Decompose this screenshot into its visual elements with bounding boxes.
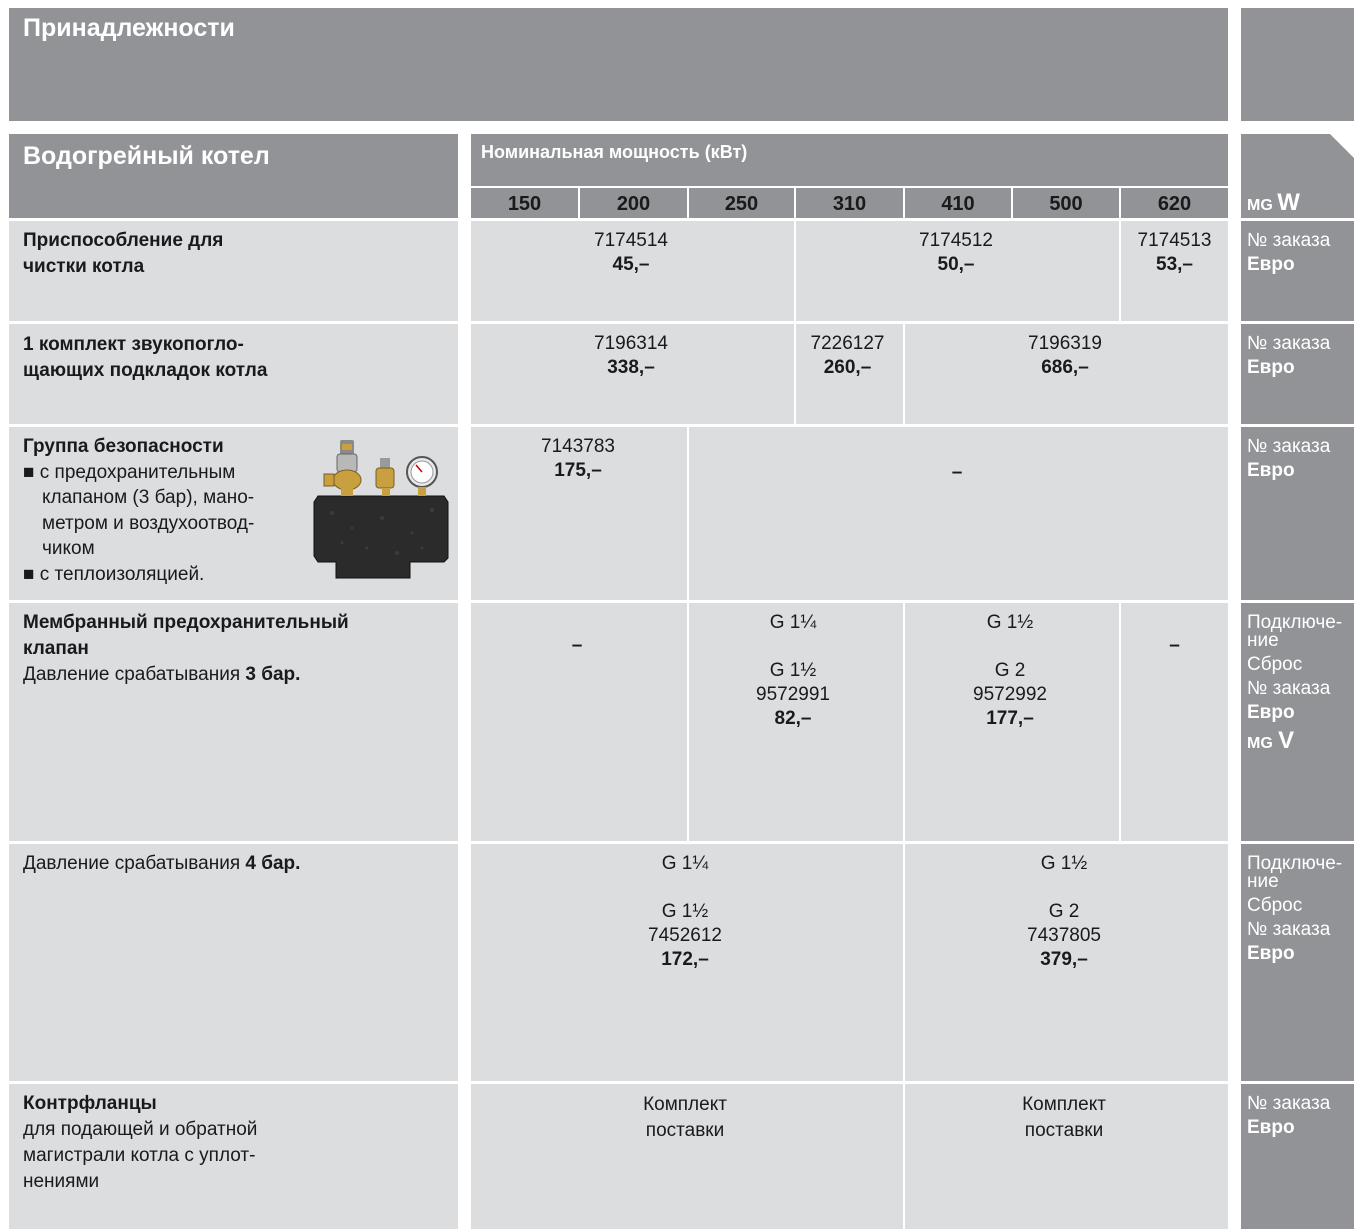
price: 686,– [1041,357,1089,378]
bullet-line: чиком [42,538,95,559]
order-number: 9572992 [973,684,1047,705]
side-order-label: № заказа [1247,919,1331,940]
price: 177,– [986,708,1034,729]
price: 260,– [823,357,872,378]
row-membrane3-side [1241,603,1354,841]
row-flanges-desc: для подающей и обратной [23,1119,258,1140]
row-membrane4-group-2 [905,852,1223,972]
power-col-divider [1011,188,1013,218]
power-250: 250 [724,193,759,215]
bullet-line: клапаном (3 бар), мано- [42,487,255,508]
side-euro-label: Евро [1247,1117,1295,1138]
section-header-side [1241,8,1354,121]
order-number: 9572991 [756,684,830,705]
power-620: 620 [1157,193,1192,215]
row-cleaning-label [23,228,223,280]
row-safety-side [1241,427,1354,600]
row-safety-label [23,434,254,587]
delivery-text: Комплект [1022,1094,1106,1115]
price: 172,– [661,949,709,970]
side-order-label: № заказа [1247,436,1331,457]
row-membrane4-label [23,851,300,877]
side-connection-label: Подключе- [1247,612,1343,633]
row-cleaning-title-1: Приспособление для [23,230,224,251]
side-euro-label: Евро [1247,702,1295,723]
corner-fold-icon [1330,134,1356,160]
pressure-text: Давление срабатывания [23,664,246,685]
connection: G 1¼ [661,853,709,874]
order-number: 7174512 [919,230,993,251]
row-cleaning-group-2 [796,229,1116,277]
connection: G 1½ [1040,853,1088,874]
connection: G 1¼ [769,612,817,633]
connection: G 1½ [986,612,1034,633]
price: 50,– [937,254,975,275]
mg-letter: W [1277,189,1300,216]
row-sound-group-1 [471,332,791,380]
row-membrane3-dash-right: – [1169,635,1180,656]
power-col-divider [1119,188,1121,218]
price: 45,– [612,254,650,275]
side-connection-label: Подключе- [1247,853,1343,874]
row-flanges-side [1241,1084,1354,1229]
row-membrane4-side [1241,844,1354,1081]
power-col-divider [903,188,905,218]
row-membrane3-title-1: Мембранный предохранительный [23,612,349,633]
row-flanges-desc: магистрали котла с уплот- [23,1145,256,1166]
order-number: 7196314 [594,333,668,354]
order-number: 7196319 [1028,333,1102,354]
safety-group-image [312,438,452,588]
pressure-value: 4 бар. [245,853,301,874]
power-col-divider [578,188,580,218]
row-safety-cell-250-620 [689,427,1228,600]
row-flanges-group-2 [905,1092,1223,1144]
row-sound-side [1241,324,1354,424]
power-header-label: Номинальная мощность (кВт) [481,142,748,162]
side-order-label: № заказа [1247,333,1331,354]
row-membrane3-pressure [23,662,349,688]
power-col-divider [794,188,796,218]
side-euro-label: Евро [1247,943,1295,964]
order-number: 7437805 [1027,925,1101,946]
row-flanges-title: Контрфланцы [23,1093,157,1114]
discharge: G 1½ [661,901,709,922]
power-200: 200 [616,193,651,215]
row-flanges-desc: нениями [23,1171,100,1192]
side-order-label: № заказа [1247,678,1331,699]
side-euro-label: Евро [1247,357,1295,378]
mg-prefix: MG [1247,197,1273,214]
order-number: 7226127 [810,333,885,354]
row-membrane4-group-1 [471,852,899,972]
order-number: 7143783 [541,436,615,457]
row-membrane3-title-2: клапан [23,638,89,659]
row-sound-label [23,332,267,384]
row-safety-group-1 [471,435,685,483]
row-membrane3-label [23,610,349,688]
power-310: 310 [832,193,867,215]
side-discharge-label: Сброс [1247,895,1303,916]
mg-prefix: MG [1247,735,1273,752]
price: 175,– [554,460,602,481]
row-sound-title-2: щающих подкладок котла [23,360,268,381]
order-number: 7452612 [648,925,722,946]
row-sound-title-1: 1 комплект звукопогло- [23,334,244,355]
price: 53,– [1156,254,1193,275]
row-membrane4-label-cell [9,844,458,1081]
power-500: 500 [1049,193,1083,215]
row-sound-group-3 [905,332,1225,380]
row-sound-group-2 [796,332,899,380]
row-cleaning-side [1241,221,1354,321]
side-connection-label-2: ние [1247,871,1279,892]
order-number: 7174513 [1137,230,1212,251]
bullet-line: метром и воздухоотвод- [42,512,255,534]
price: 338,– [607,357,655,378]
pressure-value: 3 бар. [245,664,301,685]
row-membrane3-group-1 [689,611,897,731]
row-safety-title: Группа безопасности [23,436,224,457]
discharge: G 1½ [769,660,817,681]
side-euro-label: Евро [1247,254,1295,275]
row-flanges-label [23,1091,257,1195]
price: 82,– [774,708,812,729]
row-cleaning-group-3 [1121,229,1228,277]
delivery-text: поставки [645,1120,725,1141]
product-header-label: Водогрейный котел [23,142,270,170]
bullet-line: ■ с теплоизоляцией. [23,563,205,585]
pressure-text: Давление срабатывания [23,853,246,874]
delivery-text: Комплект [643,1094,727,1115]
power-header-divider [471,186,1228,188]
price: 379,– [1040,949,1088,970]
power-150: 150 [507,193,542,215]
row-membrane3-group-2 [905,611,1115,731]
side-euro-label: Евро [1247,460,1295,481]
side-connection-label-2: ние [1247,630,1279,651]
side-order-label: № заказа [1247,1093,1331,1114]
mg-group-label [1247,188,1300,221]
discharge: G 2 [994,660,1026,681]
row-flanges-group-1 [471,1092,899,1144]
delivery-text: поставки [1024,1120,1104,1141]
row-cleaning-title-2: чистки котла [23,256,145,277]
mg-letter: V [1278,727,1295,754]
row-membrane4-pressure [23,851,300,877]
power-col-divider [687,188,689,218]
order-number: 7174514 [594,230,668,251]
discharge: G 2 [1048,901,1080,922]
side-mg-label [1247,729,1354,756]
row-cleaning-group-1 [471,229,791,277]
bullet-line: ■ с предохранительным [23,461,236,483]
row-safety-dash: – [951,462,963,483]
power-410: 410 [941,193,975,215]
side-discharge-label: Сброс [1247,654,1303,675]
row-membrane3-dash-left: – [571,635,583,656]
side-order-label: № заказа [1247,230,1331,251]
page-title: Принадлежности [23,14,235,42]
